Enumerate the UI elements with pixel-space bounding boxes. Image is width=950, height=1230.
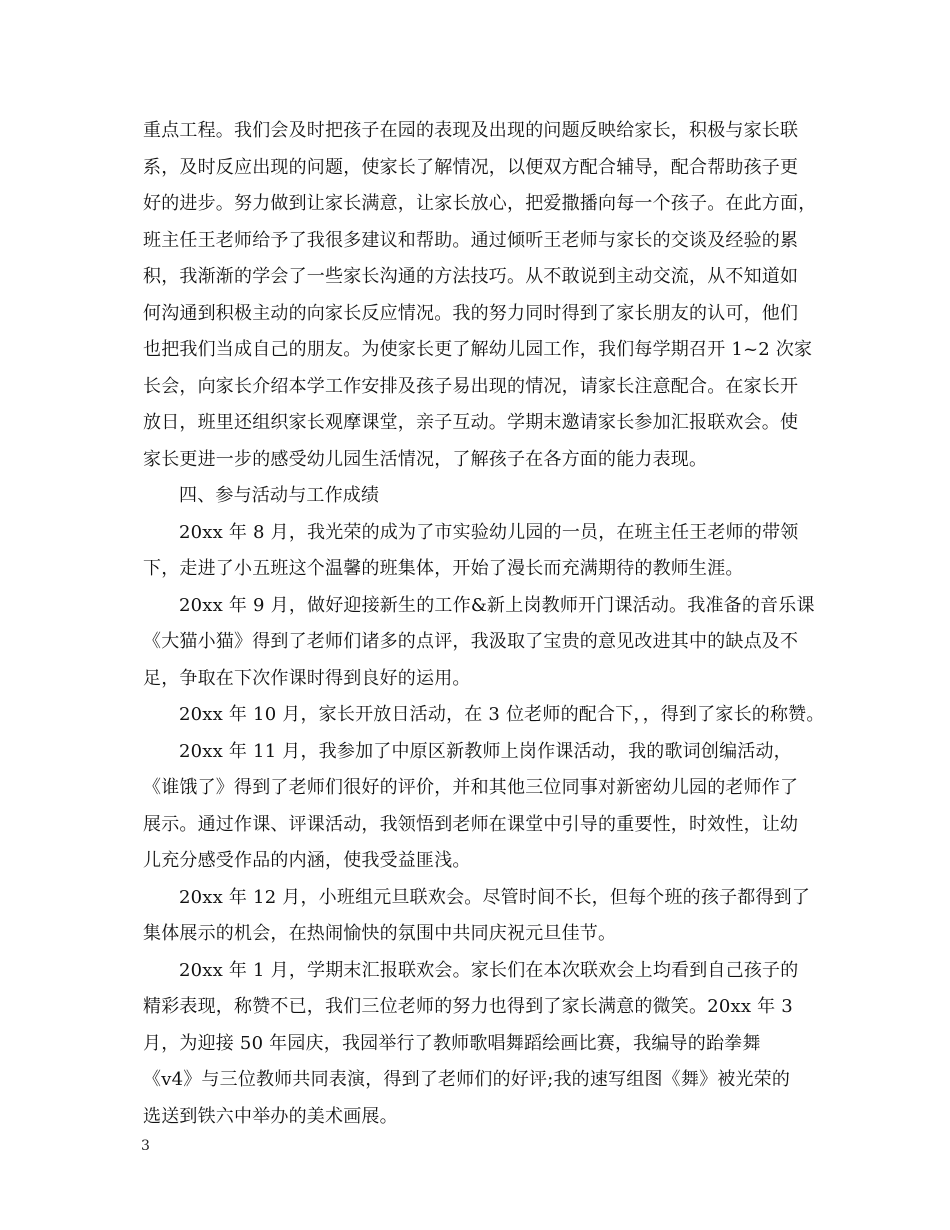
page-number: 3 <box>141 1138 150 1154</box>
text-line: 《v4》与三位教师共同表演，得到了老师们的好评;我的速写组图《舞》被光荣的 <box>143 1069 791 1090</box>
text-line: 长会，向家长介绍本学工作安排及孩子易出现的情况，请家长注意配合。在家长开 <box>143 375 799 397</box>
section-heading <box>143 478 823 515</box>
text-line: 选送到铁六中举办的美术画展。 <box>143 1105 398 1127</box>
paragraph <box>143 734 823 880</box>
paragraph <box>143 113 823 478</box>
text-line: 何沟通到积极主动的向家长反应情况。我的努力同时得到了家长朋友的认可，他们 <box>143 302 799 324</box>
text-line: 好的进步。努力做到让家长满意，让家长放心，把爱撒播向每一个孩子。在此方面， <box>143 193 817 214</box>
text-line: 重点工程。我们会及时把孩子在园的表现及出现的问题反映给家长，积极与家长联 <box>143 120 799 141</box>
text-line: 20xx 年 1 月，学期末汇报联欢会。家长们在本次联欢会上均看到自己孩子的 <box>179 959 799 981</box>
paragraph <box>143 697 823 734</box>
paragraph <box>143 515 823 588</box>
text-line: 足，争取在下次作课时得到良好的运用。 <box>143 667 471 689</box>
text-line: 家长更进一步的感受幼儿园生活情况，了解孩子在各方面的能力表现。 <box>143 448 708 470</box>
text-line: 20xx 年 12 月，小班组元旦联欢会。尽管时间不长，但每个班的孩子都得到了 <box>179 886 811 908</box>
text-line: 20xx 年 8 月，我光荣的成为了市实验幼儿园的一员，在班主任王老师的带领 <box>179 521 799 543</box>
text-line: 20xx 年 10 月，家长开放日活动，在 3 位老师的配合下，，得到了家长的称赞。 <box>179 704 825 725</box>
text-line: 20xx 年 9 月，做好迎接新生的工作&新上岗教师开门课活动。我准备的音乐课 <box>179 594 815 616</box>
text-line: 儿充分感受作品的内涵，使我受益匪浅。 <box>143 850 471 871</box>
text-line: 《大猫小猫》得到了老师们诸多的点评，我汲取了宝贵的意见改进其中的缺点及不 <box>143 631 799 652</box>
text-line: 20xx 年 11 月，我参加了中原区新教师上岗作课活动，我的歌词创编活动， <box>179 740 792 762</box>
text-line: 下，走进了小五班这个温馨的班集体，开始了漫长而充满期待的教师生涯。 <box>143 558 744 579</box>
text-line: 月，为迎接 50 年园庆，我园举行了教师歌唱舞蹈绘画比赛，我编导的跆拳舞 <box>143 1032 761 1054</box>
text-line: 班主任王老师给予了我很多建议和帮助。通过倾听王老师与家长的交谈及经验的累 <box>143 229 799 251</box>
text-line: 系，及时反应出现的问题，使家长了解情况，以便双方配合辅导，配合帮助孩子更 <box>143 156 799 178</box>
text-line: 四、参与活动与工作成绩 <box>179 485 380 506</box>
text-line: 放日，班里还组织家长观摩课堂，亲子互动。学期末邀请家长参加汇报联欢会。使 <box>143 412 799 433</box>
text-line: 集体展示的机会，在热闹愉快的氛围中共同庆祝元旦佳节。 <box>143 923 617 944</box>
text-line: 展示。通过作课、评课活动，我领悟到老师在课堂中引导的重要性，时效性，让幼 <box>143 813 799 835</box>
text-line: 积，我渐渐的学会了一些家长沟通的方法技巧。从不敢说到主动交流，从不知道如 <box>143 266 799 287</box>
text-line: 也把我们当成自己的朋友。为使家长更了解幼儿园工作，我们每学期召开 1~2 次家 <box>143 339 813 360</box>
paragraph <box>143 880 823 953</box>
paragraph <box>143 588 823 698</box>
paragraph <box>143 953 823 1136</box>
document-body <box>143 113 823 1135</box>
text-line: 精彩表现，称赞不已，我们三位老师的努力也得到了家长满意的微笑。20xx 年 3 <box>143 996 793 1017</box>
text-line: 《谁饿了》得到了老师们很好的评价，并和其他三位同事对新密幼儿园的老师作了 <box>143 777 799 798</box>
